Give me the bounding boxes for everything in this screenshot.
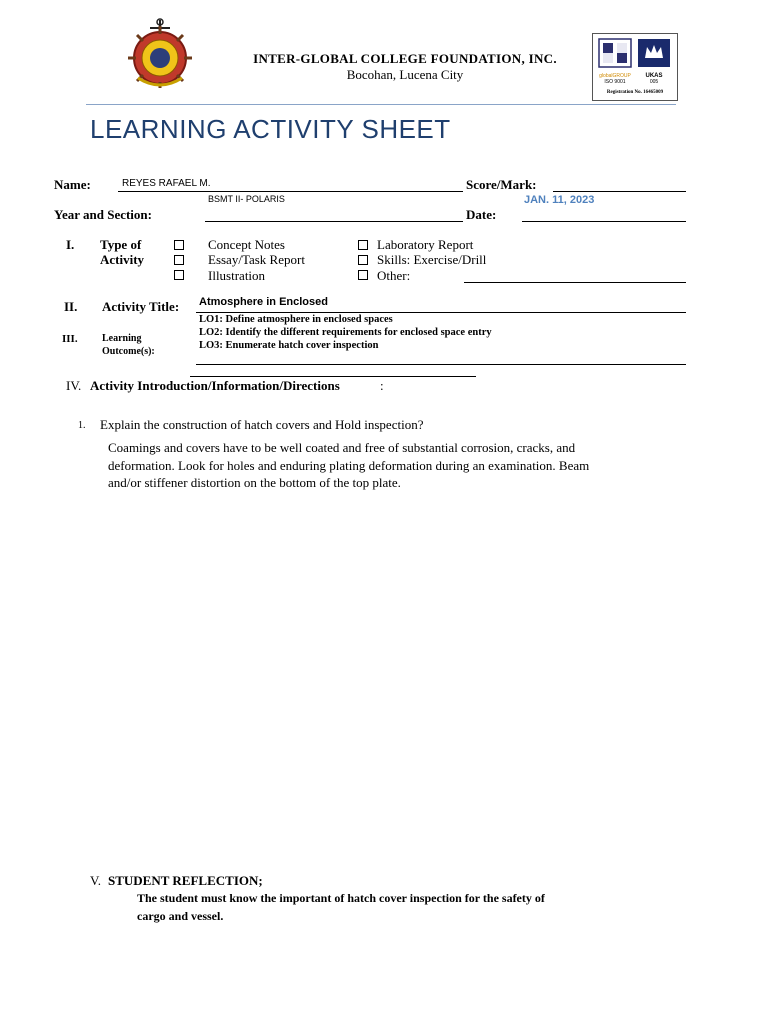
checkbox-skills-exercise-drill[interactable] <box>358 255 368 265</box>
option-essay-task-report: Essay/Task Report <box>208 252 305 267</box>
section-3-number: III. <box>62 333 78 345</box>
institution-address: Bocohan, Lucena City <box>346 67 464 82</box>
year-section-underline <box>205 221 463 222</box>
learning-outcome-2: LO2: Identify the different requirements for enclosed space entry <box>199 327 492 338</box>
institution-name: INTER-GLOBAL COLLEGE FOUNDATION, INC. <box>253 51 557 66</box>
checkbox-laboratory-report[interactable] <box>358 240 368 250</box>
ukas-badge <box>637 38 671 85</box>
question-text: Explain the construction of hatch covers and Hold inspection? <box>100 417 424 432</box>
section-4-colon: : <box>380 378 384 393</box>
score-underline <box>553 191 686 192</box>
section-4-label: Activity Introduction/Information/Directions <box>90 378 340 393</box>
option-concept-notes: Concept Notes <box>208 237 285 252</box>
checkbox-essay-task-report[interactable] <box>174 255 184 265</box>
iso-text: ISO 9001 <box>604 79 626 85</box>
answer-line-3: and/or stiffener distortion on the bottom of the top plate. <box>108 475 401 490</box>
activity-title-underline <box>196 312 686 313</box>
section-1-label-2: Activity <box>100 252 145 267</box>
section-3-label-1: Learning <box>102 333 142 344</box>
name-value: REYES RAFAEL M. <box>122 178 211 189</box>
iso-shield-icon <box>597 38 633 68</box>
certification-badges <box>592 33 678 101</box>
year-section-label: Year and Section: <box>54 207 152 222</box>
reflection-line-2: cargo and vessel. <box>137 909 224 923</box>
page-title: LEARNING ACTIVITY SHEET <box>90 114 451 144</box>
section-value: BSMT II- POLARIS <box>208 194 285 204</box>
other-underline <box>464 282 686 283</box>
option-skills-exercise-drill: Skills: Exercise/Drill <box>377 252 487 267</box>
outcomes-underline-2 <box>190 376 476 377</box>
section-1-number: I. <box>66 237 75 252</box>
section-4-number: IV. <box>66 378 82 393</box>
ukas-code: 005 <box>649 79 659 85</box>
date-underline <box>522 221 686 222</box>
reflection-line-1: The student must know the important of hatch cover inspection for the safety of <box>137 891 545 905</box>
section-2-number: II. <box>64 299 78 314</box>
ukas-label: UKAS <box>645 73 663 79</box>
section-5-number: V. <box>90 873 101 888</box>
answer-line-2: deformation. Look for holes and enduring plating deformation during an examination. Beam <box>108 458 590 473</box>
iso-brand: globalGROUP <box>599 73 631 79</box>
checkbox-concept-notes[interactable] <box>174 240 184 250</box>
question-number: 1. <box>78 420 86 431</box>
date-label: Date: <box>466 207 497 222</box>
learning-outcome-3: LO3: Enumerate hatch cover inspection <box>199 340 379 351</box>
learning-outcome-1: LO1: Define atmosphere in enclosed spaces <box>199 314 393 325</box>
section-5-label: STUDENT REFLECTION; <box>108 873 263 888</box>
answer-line-1: Coamings and covers have to be well coated and free of substantial corrosion, cracks, and <box>108 440 576 455</box>
date-value: JAN. 11, 2023 <box>524 194 595 206</box>
score-label: Score/Mark: <box>466 177 537 192</box>
activity-title-value: Atmosphere in Enclosed <box>199 296 328 308</box>
name-underline <box>118 191 463 192</box>
section-3-label-2: Outcome(s): <box>102 346 155 357</box>
ukas-crown-icon <box>637 38 671 68</box>
outcomes-underline <box>196 364 686 365</box>
name-label: Name: <box>54 177 91 192</box>
iso-badge <box>597 38 633 85</box>
section-1-label-1: Type of <box>100 237 142 252</box>
option-illustration: Illustration <box>208 268 266 283</box>
registration-number: Registration No. 16465009 <box>606 90 664 95</box>
checkbox-illustration[interactable] <box>174 270 184 280</box>
activity-title-label: Activity Title: <box>102 299 180 314</box>
option-laboratory-report: Laboratory Report <box>377 237 474 252</box>
header-rule <box>86 104 676 105</box>
checkbox-other[interactable] <box>358 270 368 280</box>
option-other: Other: <box>377 268 411 283</box>
